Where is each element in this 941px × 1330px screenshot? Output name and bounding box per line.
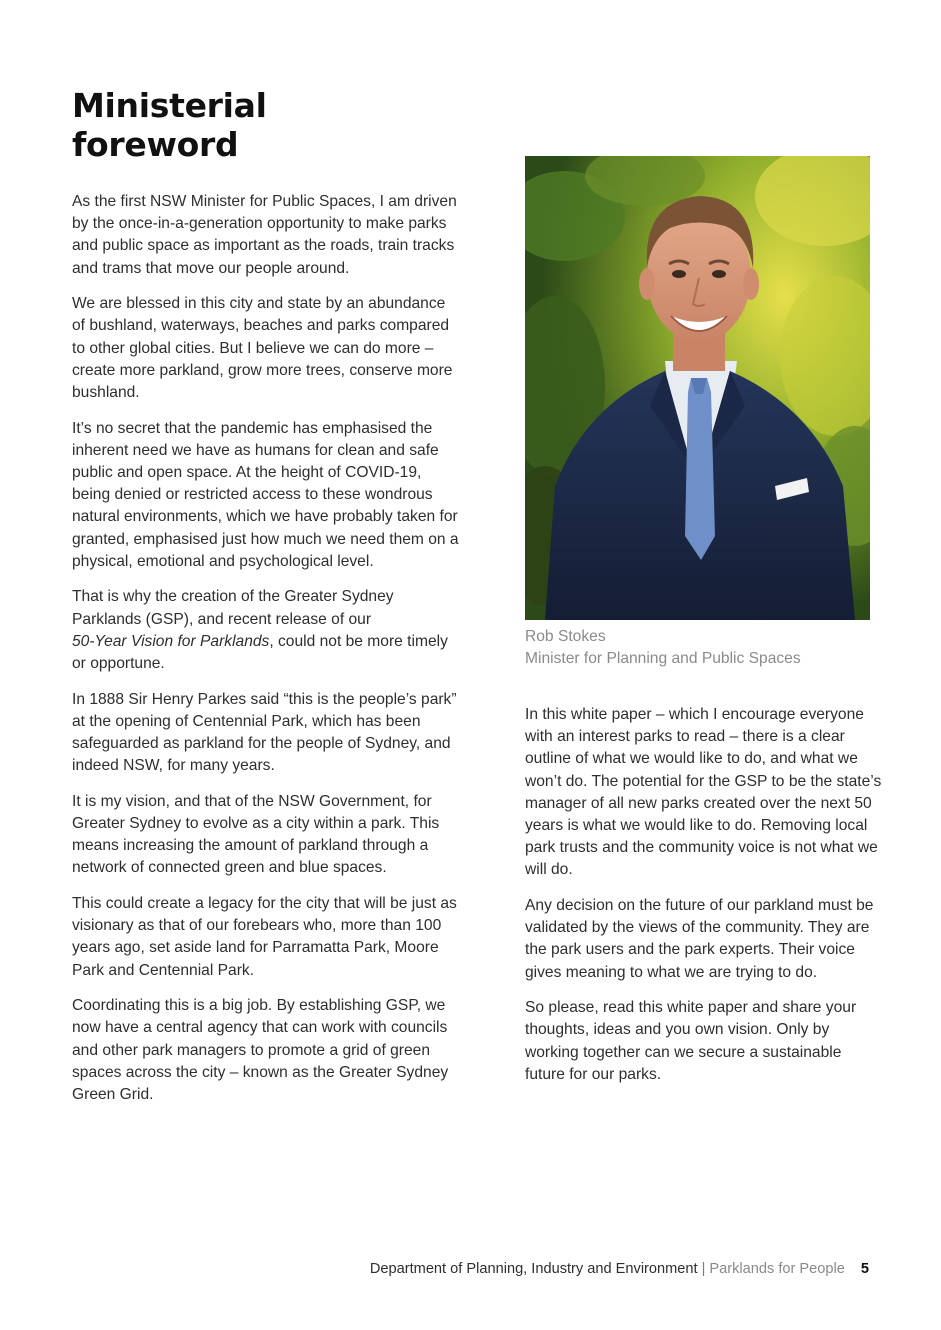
vision-document-title: 50-Year Vision for Parklands: [72, 632, 270, 650]
paragraph: It’s no secret that the pandemic has emphasised the inherent need we have as humans for clean and safe public and open space. At the height of COVID-19, being denied or restricted access to these wondrous natural environments, which we have probably taken for granted, emphasised just how much we need them on a physical, emotional and psychological level.: [72, 419, 459, 570]
portrait-illustration: [525, 156, 870, 620]
paragraph: This could create a legacy for the city that will be just as visionary as that of our forebears who, more than 100 years ago, set aside land for Parramatta Park, Moore Park and Centennial Park.: [72, 895, 457, 979]
paragraph: So please, read this white paper and share your thoughts, ideas and you own vision. Only by working together can we secure a sustainable future for our parks.: [525, 999, 857, 1083]
caption-role: Minister for Planning and Public Spaces: [525, 650, 801, 668]
paragraph-text: , could not be more timely or opportune.: [72, 632, 448, 673]
paragraph: We are blessed in this city and state by an abundance of bushland, waterways, beaches and parks compared to other global cities. But I believe we can do more – create more parkland, grow more trees, conserve more bushland.: [72, 295, 453, 402]
paragraph: As the first NSW Minister for Public Spaces, I am driven by the once-in-a-generation opportunity to make parks and public space as important as the roads, train tracks and trams that move our people around.: [72, 193, 457, 277]
page-number: 5: [860, 1261, 869, 1277]
photo-caption: [525, 626, 885, 670]
footer-separator: |: [701, 1261, 706, 1277]
minister-portrait-photo: [525, 156, 870, 620]
page-title-line1: Ministerial: [72, 86, 267, 125]
right-column: [525, 704, 885, 1099]
paragraph-text: That is why the creation of the Greater Sydney Parklands (GSP), and recent release of our: [72, 588, 394, 628]
paragraph: [72, 586, 460, 675]
footer-publication: Parklands for People: [709, 1261, 845, 1277]
paragraph: Coordinating this is a big job. By establishing GSP, we now have a central agency that can work with councils and other park managers to promote a grid of green spaces across the city – known as the Greater Sydney Green Grid.: [72, 997, 449, 1104]
page-title-line2: foreword: [72, 125, 239, 164]
page-title: [72, 86, 372, 164]
left-column: [72, 191, 460, 1120]
caption-name: Rob Stokes: [525, 628, 606, 645]
paragraph: It is my vision, and that of the NSW Government, for Greater Sydney to evolve as a city within a park. This means increasing the amount of parkland through a network of connected green and blue spaces.: [72, 792, 440, 877]
paragraph: In 1888 Sir Henry Parkes said “this is the people’s park” at the opening of Centennial Park, which has been safeguarded as parkland for the people of Sydney, and indeed NSW, for many years.: [72, 690, 457, 775]
paragraph: Any decision on the future of our parkland must be validated by the views of the community. They are the park users and the park experts. Their voice gives meaning to what we are trying to do.: [525, 897, 874, 981]
paragraph: In this white paper – which I encourage everyone with an interest parks to read – there is a clear outline of what we would like to do, and what we won’t do. The potential for the GSP to be the state’s manager of all new parks created over the next 50 years is what we would like to do. Removing local park trusts and the community voice is not what we will do.: [525, 706, 882, 879]
page-footer: [370, 1258, 869, 1280]
footer-department: Department of Planning, Industry and Environment: [369, 1261, 698, 1277]
